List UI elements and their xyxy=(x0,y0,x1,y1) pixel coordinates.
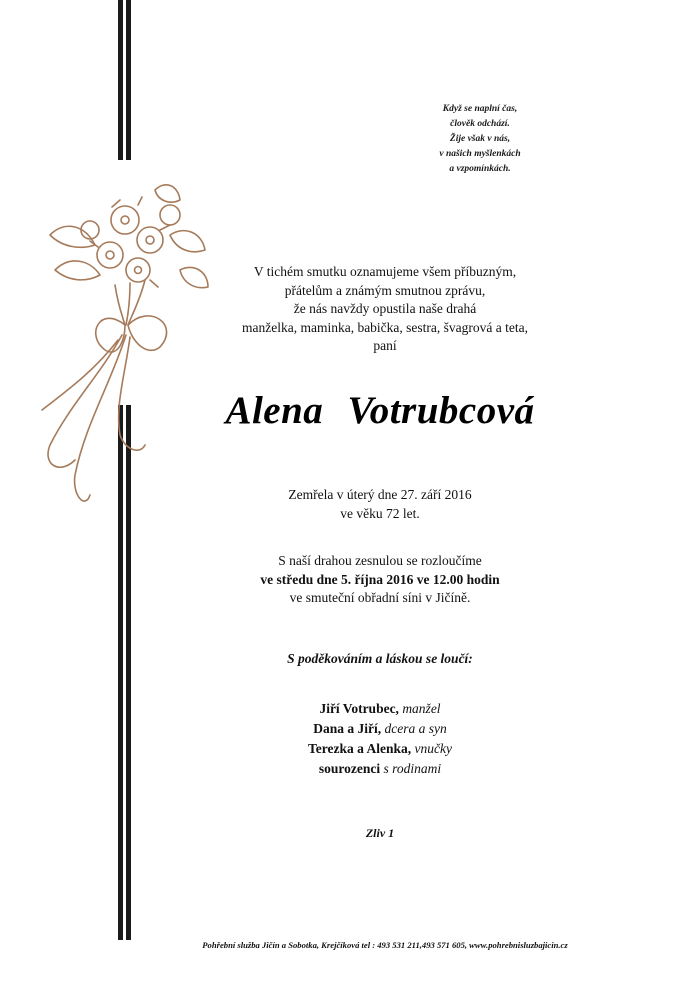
mourner-relation: s rodinami xyxy=(383,761,442,776)
reference-code: Zliv 1 xyxy=(365,826,395,840)
poem-line: a vzpomínkách. xyxy=(449,164,511,174)
intro-line: V tichém smutku oznamujeme všem příbuzným, xyxy=(253,264,517,279)
mourner-item xyxy=(230,699,530,719)
mourning-rule-top-left xyxy=(118,0,123,160)
funeral-intro: S naší drahou zesnulou se rozloučíme xyxy=(278,553,482,568)
poem-line: Když se naplní čas, xyxy=(442,104,518,114)
funeral-place: ve smuteční obřadní síni v Jičíně. xyxy=(289,590,471,605)
death-details xyxy=(230,486,530,523)
mourner-relation: dcera a syn xyxy=(384,721,447,736)
funeral-datetime: ve středu dne 5. října 2016 ve 12.00 hodin xyxy=(260,571,500,587)
mourner-name: Dana a Jiří, xyxy=(313,721,382,736)
mourner-item xyxy=(230,719,530,739)
intro-line: manželka, maminka, babička, sestra, švagrová a teta, xyxy=(241,319,528,335)
intro-line: paní xyxy=(373,338,397,353)
death-age: ve věku 72 let. xyxy=(340,505,420,521)
mourner-relation: manžel xyxy=(402,701,441,716)
mourner-name: Jiří Votrubec, xyxy=(319,701,399,716)
intro-line: že nás navždy opustila naše drahá xyxy=(293,301,477,316)
death-date: Zemřela v úterý dne 27. září 2016 xyxy=(288,487,472,502)
mourner-item xyxy=(230,739,530,759)
mourner-name: Terezka a Alenka, xyxy=(308,741,412,756)
announcement-intro xyxy=(210,263,560,356)
mourner-item xyxy=(230,759,530,779)
intro-line: přátelům a známým smutnou zprávu, xyxy=(284,282,486,298)
mourning-rule-top-right xyxy=(126,0,131,160)
flower-bouquet-icon xyxy=(30,175,215,525)
funeral-service-footer: Pohřební služba Jičín a Sobotka, Krejčíková tel : 493 531 211,493 571 605, www.pohrebnisluzbajicin.cz xyxy=(202,940,568,950)
mourner-name: sourozenci xyxy=(318,761,381,776)
poem xyxy=(420,102,540,177)
mourner-relation: vnučky xyxy=(414,741,452,756)
poem-line: člověk odchází. xyxy=(450,119,510,129)
mourners-list xyxy=(230,699,530,779)
farewell-heading: S poděkováním a láskou se loučí: xyxy=(287,651,473,666)
poem-line: v našich myšlenkách xyxy=(439,149,521,159)
poem-line: Žije však v nás, xyxy=(449,134,511,144)
funeral-details xyxy=(210,552,550,608)
deceased-name: Alena Votrubcová xyxy=(225,389,535,432)
